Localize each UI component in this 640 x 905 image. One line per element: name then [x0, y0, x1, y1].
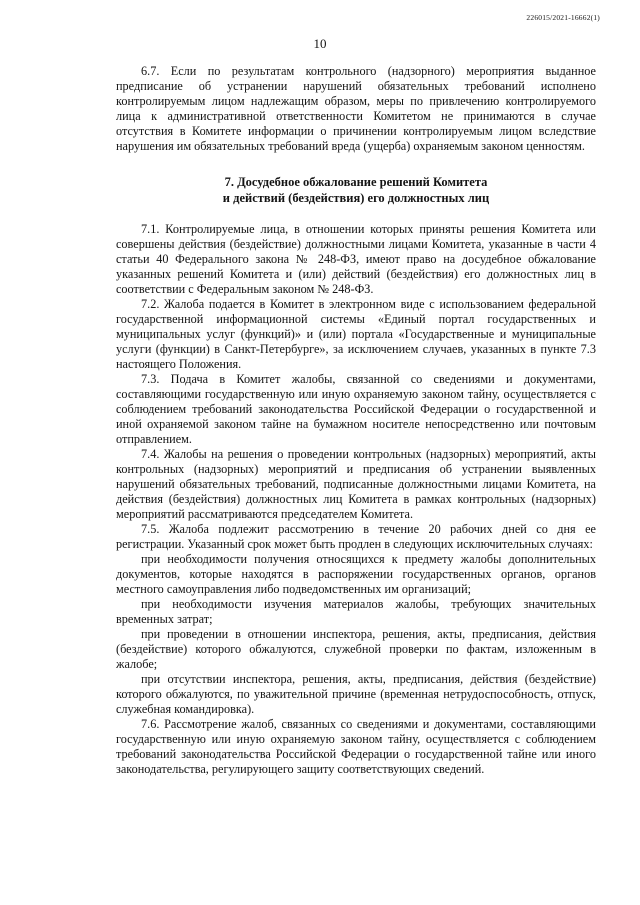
- list-item: при необходимости получения относящихся к предмету жалобы дополнительных документов, которые находятся в распоряжении государственных органов, органов местного самоуправления либо подведомственных им организаций;: [116, 552, 596, 596]
- page-number: 10: [313, 36, 327, 51]
- section-heading: [116, 174, 596, 206]
- paragraph-7-3: 7.3. Подача в Комитет жалобы, связанной со сведениями и документами, составляющими государственную или иную охраняемую законом тайну, осуществляется с соблюдением требований законодательства Российской Федерации о государственной и иной охраняемой законом тайне на бумажном носителе непосредственно или почтовым отправлением.: [116, 372, 596, 446]
- section-title-line1: 7. Досудебное обжалование решений Комитета: [224, 175, 488, 189]
- list-item: при необходимости изучения материалов жалобы, требующих значительных временных затрат;: [116, 597, 596, 626]
- list-item: при отсутствии инспектора, решения, акты, предписания, действия (бездействие) которого обжалуются, по уважительной причине (временная нетрудоспособность, отпуск, служебная командировка).: [116, 672, 596, 716]
- section-title-line2: и действий (бездействия) его должностных лиц: [222, 191, 490, 205]
- list-item: при проведении в отношении инспектора, решения, акты, предписания, действия (бездействие) которого обжалуются, служебной проверки по фактам, изложенным в жалобе;: [116, 627, 596, 671]
- paragraph-7-2: 7.2. Жалоба подается в Комитет в электронном виде с использованием федеральной государственной информационной системы «Единый портал государственных и муниципальных услуг (функций)» и (или) портала «Государственные и муниципальные услуги (функции) в Санкт-Петербурге», за исключением случаев, указанных в пункте 7.3 настоящего Положения.: [116, 297, 596, 371]
- paragraph-6-7: 6.7. Если по результатам контрольного (надзорного) мероприятия выданное предписание об устранении нарушений обязательных требований исполнено контролируемым лицом надлежащим образом, меры по привлечению контролируемого лица к административной ответственности Комитетом не принимаются в случае отсутствия в Комитете информации о причинении контролируемым лицом вследствие нарушения им обязательных требований вреда (ущерба) охраняемым законом ценностям.: [116, 64, 596, 153]
- paragraph-7-5: 7.5. Жалоба подлежит рассмотрению в течение 20 рабочих дней со дня ее регистрации. Указанный срок может быть продлен в следующих исключительных случаях:: [116, 522, 596, 551]
- document-body: [116, 64, 596, 777]
- paragraph-7-6: 7.6. Рассмотрение жалоб, связанных со сведениями и документами, составляющими государственную или иную охраняемую законом тайну, осуществляется с соблюдением требований законодательства Российской Федерации о государственной тайне или иного законодательства, регулирующего защиту соответствующих сведений.: [116, 717, 596, 776]
- paragraph-7-4: 7.4. Жалобы на решения о проведении контрольных (надзорных) мероприятий, акты контрольных (надзорных) мероприятий и предписания об устранении выявленных нарушений обязательных требований, подписанные должностными лицами Комитета, на действия (бездействия) должностных лиц Комитета в рамках контрольных (надзорных) мероприятий рассматриваются председателем Комитета.: [116, 447, 596, 521]
- document-id: 226015/2021-16662(1): [526, 13, 600, 22]
- paragraph-7-1: 7.1. Контролируемые лица, в отношении которых приняты решения Комитета или совершены действия (бездействие) должностными лицами Комитета, указанные в части 4 статьи 40 Федерального закона № 248-ФЗ, имеют право на досудебное обжалование указанных решений Комитета и (или) действий (бездействия) его должностных лиц в соответствии с Федеральным законом № 248-ФЗ.: [116, 222, 596, 296]
